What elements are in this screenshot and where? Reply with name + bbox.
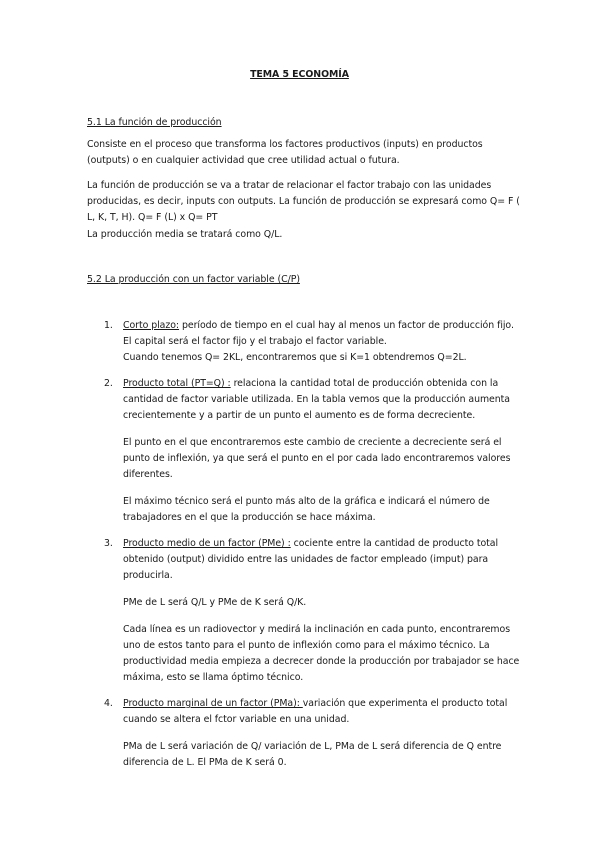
section-heading-5-1: 5.1 La función de producción <box>87 117 222 128</box>
paragraph-inflexion: El punto en el que encontraremos este cambio de creciente a decreciente será el punto de inflexión, ya que será el punto en el por cada lado encontraremos valores diferentes. <box>123 437 511 480</box>
paragraph-production-function: La función de producción se va a tratar de relacionar el factor trabajo con las unidades producidas, es decir, inputs con outputs. La función de producción se expresará como Q= F ( L, K, T, H). Q= F (L) x Q= PT <box>87 180 520 223</box>
term-producto-medio: Producto medio de un factor (PMe) : <box>123 538 291 549</box>
definition-text: variación que experimenta el producto total cuando se altera el fctor variable en una unidad. <box>123 698 508 725</box>
paragraph-maximo-tecnico: El máximo técnico será el punto más alto de la gráfica e indicará el número de trabajadores en el que la producción se hace máxima. <box>123 496 490 523</box>
list-number: 4. <box>104 698 113 709</box>
list-item-producto-marginal <box>104 696 524 771</box>
document-title: TEMA 5 ECONOMÍA <box>250 69 349 80</box>
term-producto-total: Producto total (PT=Q) : <box>123 378 231 389</box>
definition-text: período de tiempo en el cual hay al menos un factor de producción fijo. El capital será el factor fijo y el trabajo el factor variable. <box>123 320 514 347</box>
term-producto-marginal: Producto marginal de un factor (PMa): <box>123 698 303 709</box>
paragraph-pma-formula: PMa de L será variación de Q/ variación de L, PMa de L será diferencia de Q entre diferencia de L. El PMa de K será 0. <box>123 741 502 768</box>
list-item-corto-plazo <box>104 318 524 366</box>
paragraph-pme-formula: PMe de L será Q/L y PMe de K será Q/K. <box>123 597 307 608</box>
numbered-list <box>104 318 524 771</box>
definition-text: cociente entre la cantidad de producto total obtenido (output) dividido entre las unidades de factor empleado (imput) para producirla. <box>123 538 499 581</box>
list-number: 2. <box>104 378 113 389</box>
paragraph-average-production: La producción media se tratará como Q/L. <box>87 229 283 240</box>
definition-text: relaciona la cantidad total de producción obtenida con la cantidad de factor variable utilizada. En la tabla vemos que la producción aumenta crecientemente y a partir de un punto el aumento es de forma decreciente. <box>123 378 510 421</box>
list-number: 3. <box>104 538 113 549</box>
list-number: 1. <box>104 320 113 331</box>
paragraph-radiovector: Cada línea es un radiovector y medirá la inclinación en cada punto, encontraremos uno de estos tanto para el punto de inflexión como para el máximo técnico. La productividad media empieza a decrecer donde la producción por trabajador se hace máxima, esto se llama óptimo técnico. <box>123 624 520 683</box>
example-text: Cuando tenemos Q= 2KL, encontraremos que si K=1 obtendremos Q=2L. <box>123 352 467 363</box>
section-heading-5-2: 5.2 La producción con un factor variable (C/P) <box>87 274 300 285</box>
list-item-producto-medio <box>104 536 524 686</box>
paragraph-definition: Consiste en el proceso que transforma los factores productivos (inputs) en productos (outputs) o en cualquier actividad que cree utilidad actual o futura. <box>87 139 483 166</box>
list-item-producto-total <box>104 376 524 526</box>
term-corto-plazo: Corto plazo: <box>123 320 180 331</box>
